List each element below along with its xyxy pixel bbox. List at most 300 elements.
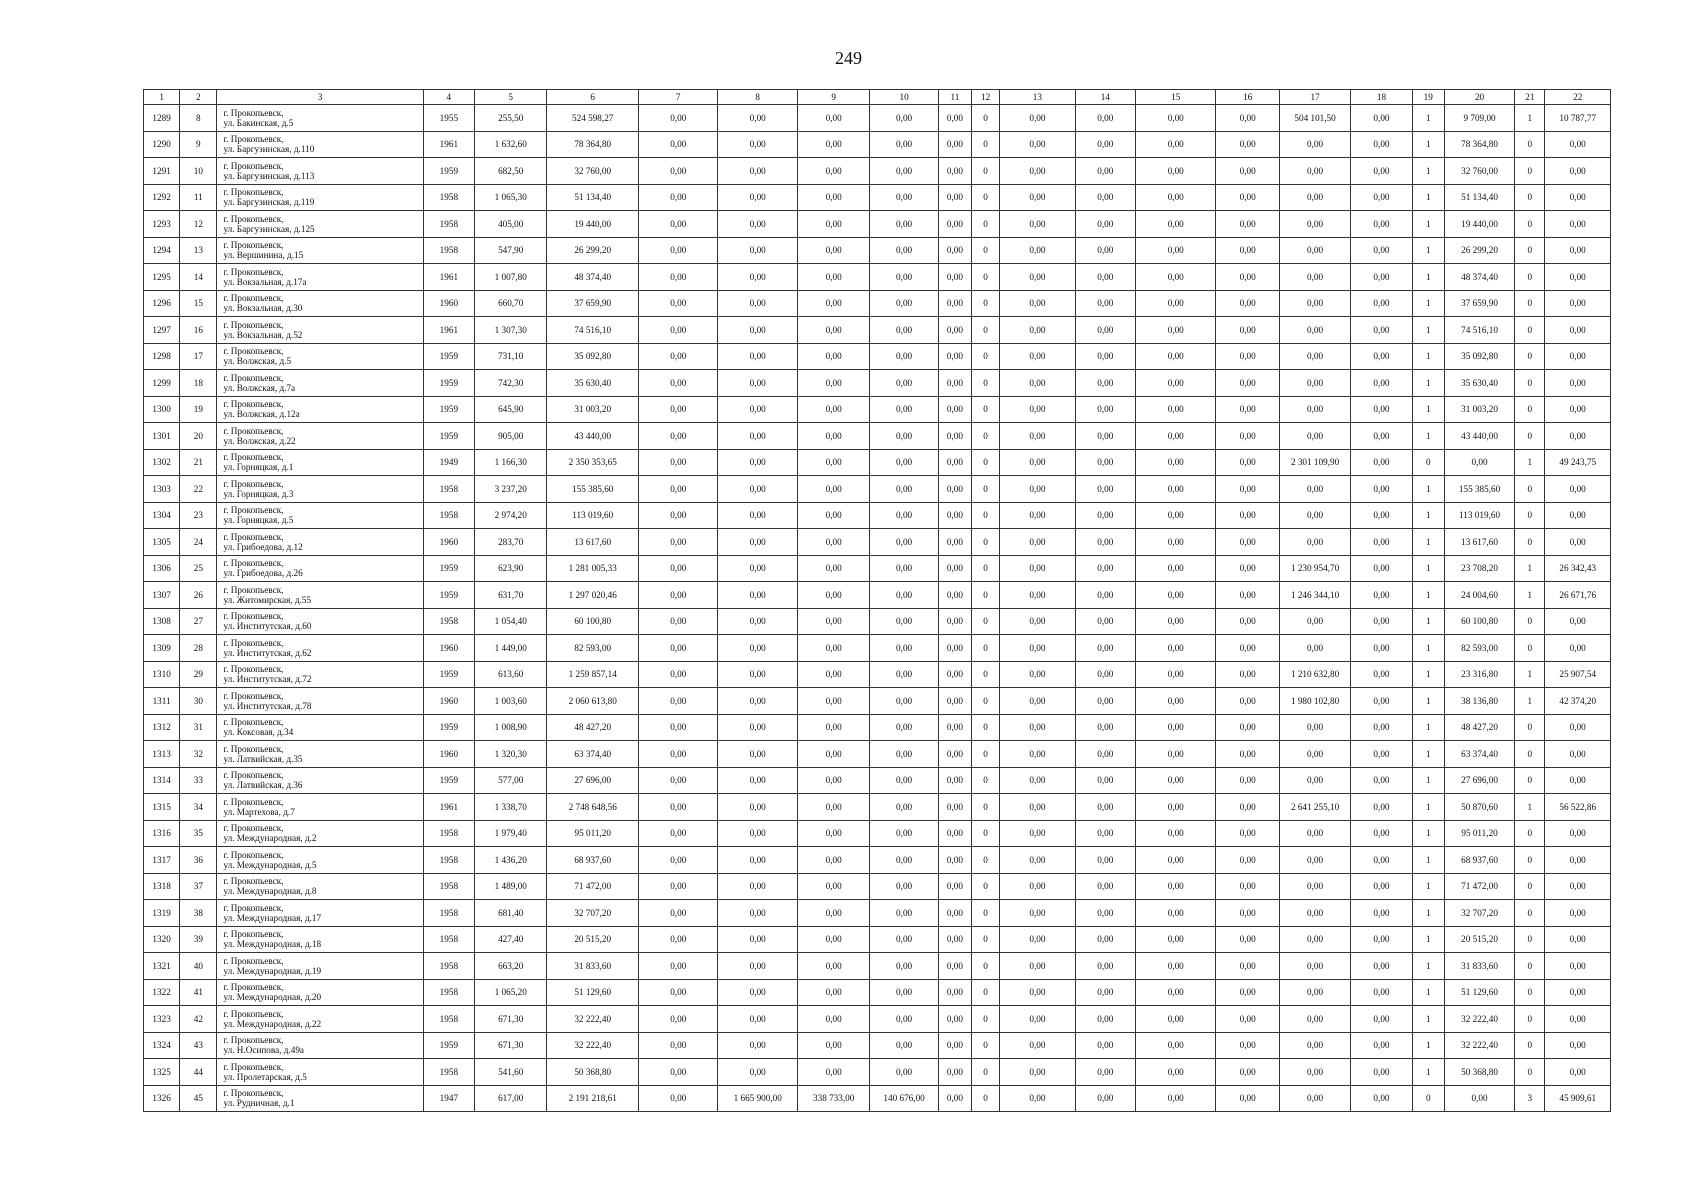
address-city: г. Прокопьевск, — [223, 478, 284, 489]
cell-c13: 0,00 — [1000, 847, 1075, 874]
cell-c2: 10 — [180, 158, 217, 185]
cell-c21: 0 — [1515, 1032, 1545, 1059]
cell-c9: 0,00 — [797, 767, 869, 794]
cell-c22: 26 671,76 — [1545, 582, 1611, 609]
cell-c2: 37 — [180, 873, 217, 900]
cell-c7: 0,00 — [638, 794, 717, 821]
cell-c8: 0,00 — [718, 953, 797, 980]
table-row — [144, 211, 1611, 238]
column-header: 3 — [217, 90, 423, 105]
cell-c16: 0,00 — [1216, 1006, 1279, 1033]
cell-c7: 0,00 — [638, 820, 717, 847]
cell-c6: 1 297 020,46 — [547, 582, 639, 609]
cell-c5: 1 449,00 — [475, 635, 547, 662]
address-street: ул. Волжская, д.5 — [223, 356, 292, 367]
cell-c5: 3 237,20 — [475, 476, 547, 503]
cell-c13: 0,00 — [1000, 211, 1075, 238]
column-header: 13 — [1000, 90, 1075, 105]
cell-c9: 0,00 — [797, 608, 869, 635]
cell-c14: 0,00 — [1075, 105, 1135, 132]
address-street: ул. Международная, д.20 — [223, 992, 322, 1003]
address-street: ул. Баргузинская, д.113 — [223, 170, 315, 181]
cell-c16: 0,00 — [1216, 423, 1279, 450]
cell-c1: 1322 — [144, 979, 180, 1006]
cell-c17: 0,00 — [1279, 953, 1350, 980]
cell-c7: 0,00 — [638, 635, 717, 662]
cell-c1: 1296 — [144, 290, 180, 317]
cell-c20: 26 299,20 — [1444, 237, 1514, 264]
cell-c12: 0 — [972, 502, 1000, 529]
cell-c8: 0,00 — [718, 979, 797, 1006]
cell-c19: 1 — [1412, 794, 1444, 821]
address-cell — [217, 1085, 423, 1112]
cell-c9: 0,00 — [797, 105, 869, 132]
cell-c13: 0,00 — [1000, 979, 1075, 1006]
cell-c18: 0,00 — [1351, 529, 1412, 556]
cell-c21: 0 — [1515, 476, 1545, 503]
table-row — [144, 476, 1611, 503]
address-street: ул. Международная, д.18 — [223, 939, 322, 950]
cell-c7: 0,00 — [638, 953, 717, 980]
cell-c22: 0,00 — [1545, 158, 1611, 185]
cell-c21: 0 — [1515, 529, 1545, 556]
cell-c6: 37 659,90 — [547, 290, 639, 317]
address-street: ул. Институтская, д.78 — [223, 700, 312, 711]
cell-c14: 0,00 — [1075, 423, 1135, 450]
cell-c18: 0,00 — [1351, 211, 1412, 238]
cell-c10: 0,00 — [870, 343, 938, 370]
cell-c13: 0,00 — [1000, 396, 1075, 423]
address-street: ул. Коксовая, д.34 — [223, 727, 294, 738]
cell-c5: 613,60 — [475, 661, 547, 688]
address-cell — [217, 476, 423, 503]
cell-c14: 0,00 — [1075, 343, 1135, 370]
cell-c20: 35 092,80 — [1444, 343, 1514, 370]
cell-c22: 0,00 — [1545, 396, 1611, 423]
cell-c10: 0,00 — [870, 449, 938, 476]
cell-c17: 0,00 — [1279, 370, 1350, 397]
cell-c22: 0,00 — [1545, 1032, 1611, 1059]
cell-c11: 0,00 — [938, 661, 971, 688]
cell-c12: 0 — [972, 423, 1000, 450]
cell-c10: 0,00 — [870, 158, 938, 185]
address-street: ул. Международная, д.22 — [223, 1018, 322, 1029]
cell-c14: 0,00 — [1075, 396, 1135, 423]
cell-c21: 0 — [1515, 131, 1545, 158]
cell-c17: 0,00 — [1279, 635, 1350, 662]
address-city: г. Прокопьевск, — [223, 505, 284, 516]
cell-c14: 0,00 — [1075, 688, 1135, 715]
cell-c11: 0,00 — [938, 449, 971, 476]
cell-c1: 1311 — [144, 688, 180, 715]
cell-c15: 0,00 — [1135, 635, 1215, 662]
cell-c12: 0 — [972, 847, 1000, 874]
cell-c20: 48 427,20 — [1444, 714, 1514, 741]
cell-c13: 0,00 — [1000, 900, 1075, 927]
cell-c7: 0,00 — [638, 264, 717, 291]
cell-c20: 0,00 — [1444, 449, 1514, 476]
cell-c13: 0,00 — [1000, 476, 1075, 503]
cell-c13: 0,00 — [1000, 741, 1075, 768]
cell-c5: 663,20 — [475, 953, 547, 980]
cell-c18: 0,00 — [1351, 290, 1412, 317]
cell-c17: 0,00 — [1279, 873, 1350, 900]
cell-c5: 1 007,80 — [475, 264, 547, 291]
cell-c9: 0,00 — [797, 900, 869, 927]
cell-c15: 0,00 — [1135, 608, 1215, 635]
cell-c21: 0 — [1515, 1006, 1545, 1033]
cell-c10: 0,00 — [870, 1059, 938, 1086]
cell-c19: 1 — [1412, 211, 1444, 238]
cell-c7: 0,00 — [638, 317, 717, 344]
cell-c12: 0 — [972, 820, 1000, 847]
cell-c10: 0,00 — [870, 979, 938, 1006]
column-header: 10 — [870, 90, 938, 105]
cell-c16: 0,00 — [1216, 449, 1279, 476]
cell-c6: 2 350 353,65 — [547, 449, 639, 476]
cell-c13: 0,00 — [1000, 953, 1075, 980]
cell-c2: 22 — [180, 476, 217, 503]
cell-c18: 0,00 — [1351, 688, 1412, 715]
cell-c12: 0 — [972, 582, 1000, 609]
cell-c8: 0,00 — [718, 608, 797, 635]
cell-c1: 1313 — [144, 741, 180, 768]
cell-c9: 0,00 — [797, 449, 869, 476]
cell-c10: 0,00 — [870, 847, 938, 874]
cell-c20: 24 004,60 — [1444, 582, 1514, 609]
cell-c15: 0,00 — [1135, 661, 1215, 688]
cell-c19: 1 — [1412, 714, 1444, 741]
address-city: г. Прокопьевск, — [223, 531, 284, 542]
cell-c10: 0,00 — [870, 926, 938, 953]
cell-c1: 1310 — [144, 661, 180, 688]
address-cell — [217, 714, 423, 741]
cell-c9: 0,00 — [797, 688, 869, 715]
cell-c8: 0,00 — [718, 1032, 797, 1059]
cell-c11: 0,00 — [938, 873, 971, 900]
address-street: ул. Рудничная, д.1 — [223, 1098, 295, 1109]
cell-c10: 0,00 — [870, 873, 938, 900]
cell-c4: 1961 — [423, 317, 474, 344]
cell-c13: 0,00 — [1000, 264, 1075, 291]
cell-c1: 1303 — [144, 476, 180, 503]
address-cell — [217, 184, 423, 211]
cell-c8: 0,00 — [718, 741, 797, 768]
cell-c6: 32 222,40 — [547, 1006, 639, 1033]
header-row — [144, 90, 1611, 105]
cell-c12: 0 — [972, 953, 1000, 980]
cell-c14: 0,00 — [1075, 264, 1135, 291]
address-cell — [217, 105, 423, 132]
cell-c5: 671,30 — [475, 1032, 547, 1059]
cell-c15: 0,00 — [1135, 211, 1215, 238]
cell-c10: 0,00 — [870, 476, 938, 503]
cell-c6: 78 364,80 — [547, 131, 639, 158]
cell-c5: 1 054,40 — [475, 608, 547, 635]
cell-c17: 0,00 — [1279, 237, 1350, 264]
cell-c22: 0,00 — [1545, 608, 1611, 635]
cell-c6: 31 833,60 — [547, 953, 639, 980]
cell-c1: 1316 — [144, 820, 180, 847]
cell-c14: 0,00 — [1075, 555, 1135, 582]
address-city: г. Прокопьевск, — [223, 849, 284, 860]
cell-c4: 1959 — [423, 1032, 474, 1059]
cell-c2: 43 — [180, 1032, 217, 1059]
address-cell — [217, 661, 423, 688]
cell-c9: 0,00 — [797, 1059, 869, 1086]
cell-c1: 1320 — [144, 926, 180, 953]
cell-c14: 0,00 — [1075, 158, 1135, 185]
cell-c15: 0,00 — [1135, 396, 1215, 423]
cell-c4: 1958 — [423, 847, 474, 874]
cell-c13: 0,00 — [1000, 767, 1075, 794]
cell-c13: 0,00 — [1000, 608, 1075, 635]
cell-c7: 0,00 — [638, 1085, 717, 1112]
cell-c22: 49 243,75 — [1545, 449, 1611, 476]
table-row — [144, 290, 1611, 317]
cell-c21: 0 — [1515, 396, 1545, 423]
address-city: г. Прокопьевск, — [223, 664, 284, 675]
cell-c2: 14 — [180, 264, 217, 291]
address-city: г. Прокопьевск, — [223, 187, 284, 198]
cell-c19: 1 — [1412, 635, 1444, 662]
cell-c15: 0,00 — [1135, 449, 1215, 476]
cell-c1: 1317 — [144, 847, 180, 874]
cell-c6: 82 593,00 — [547, 635, 639, 662]
cell-c13: 0,00 — [1000, 1032, 1075, 1059]
cell-c15: 0,00 — [1135, 290, 1215, 317]
cell-c14: 0,00 — [1075, 184, 1135, 211]
cell-c17: 0,00 — [1279, 396, 1350, 423]
cell-c14: 0,00 — [1075, 237, 1135, 264]
cell-c19: 0 — [1412, 449, 1444, 476]
address-cell — [217, 237, 423, 264]
cell-c11: 0,00 — [938, 211, 971, 238]
cell-c15: 0,00 — [1135, 741, 1215, 768]
cell-c15: 0,00 — [1135, 1032, 1215, 1059]
cell-c9: 0,00 — [797, 979, 869, 1006]
cell-c5: 905,00 — [475, 423, 547, 450]
cell-c7: 0,00 — [638, 423, 717, 450]
cell-c2: 9 — [180, 131, 217, 158]
cell-c19: 1 — [1412, 423, 1444, 450]
cell-c22: 0,00 — [1545, 926, 1611, 953]
cell-c15: 0,00 — [1135, 502, 1215, 529]
cell-c14: 0,00 — [1075, 820, 1135, 847]
cell-c1: 1292 — [144, 184, 180, 211]
cell-c22: 0,00 — [1545, 979, 1611, 1006]
cell-c4: 1958 — [423, 873, 474, 900]
cell-c12: 0 — [972, 873, 1000, 900]
cell-c4: 1959 — [423, 396, 474, 423]
cell-c18: 0,00 — [1351, 820, 1412, 847]
address-street: ул. Международная, д.19 — [223, 965, 322, 976]
table-row — [144, 953, 1611, 980]
cell-c10: 0,00 — [870, 688, 938, 715]
cell-c4: 1961 — [423, 794, 474, 821]
table-row — [144, 502, 1611, 529]
cell-c7: 0,00 — [638, 847, 717, 874]
cell-c11: 0,00 — [938, 529, 971, 556]
cell-c20: 68 937,60 — [1444, 847, 1514, 874]
address-city: г. Прокопьевск, — [223, 743, 284, 754]
cell-c11: 0,00 — [938, 237, 971, 264]
address-city: г. Прокопьевск, — [223, 955, 284, 966]
cell-c19: 1 — [1412, 529, 1444, 556]
cell-c20: 31 833,60 — [1444, 953, 1514, 980]
cell-c8: 0,00 — [718, 926, 797, 953]
cell-c12: 0 — [972, 979, 1000, 1006]
page-number: 249 — [835, 48, 862, 68]
cell-c18: 0,00 — [1351, 317, 1412, 344]
cell-c1: 1325 — [144, 1059, 180, 1086]
cell-c17: 0,00 — [1279, 847, 1350, 874]
address-city: г. Прокопьевск, — [223, 107, 284, 118]
cell-c16: 0,00 — [1216, 264, 1279, 291]
cell-c19: 1 — [1412, 741, 1444, 768]
cell-c7: 0,00 — [638, 184, 717, 211]
table-row — [144, 635, 1611, 662]
cell-c7: 0,00 — [638, 449, 717, 476]
address-city: г. Прокопьевск, — [223, 902, 284, 913]
cell-c8: 0,00 — [718, 1059, 797, 1086]
cell-c12: 0 — [972, 741, 1000, 768]
cell-c2: 15 — [180, 290, 217, 317]
cell-c19: 1 — [1412, 555, 1444, 582]
cell-c4: 1949 — [423, 449, 474, 476]
cell-c19: 1 — [1412, 343, 1444, 370]
table-row — [144, 688, 1611, 715]
cell-c8: 0,00 — [718, 794, 797, 821]
cell-c15: 0,00 — [1135, 1006, 1215, 1033]
cell-c4: 1958 — [423, 979, 474, 1006]
cell-c11: 0,00 — [938, 105, 971, 132]
cell-c7: 0,00 — [638, 158, 717, 185]
cell-c7: 0,00 — [638, 396, 717, 423]
cell-c8: 0,00 — [718, 476, 797, 503]
table-row — [144, 1006, 1611, 1033]
cell-c2: 31 — [180, 714, 217, 741]
cell-c18: 0,00 — [1351, 105, 1412, 132]
cell-c22: 0,00 — [1545, 343, 1611, 370]
cell-c2: 16 — [180, 317, 217, 344]
cell-c2: 13 — [180, 237, 217, 264]
cell-c4: 1959 — [423, 767, 474, 794]
cell-c14: 0,00 — [1075, 661, 1135, 688]
address-cell — [217, 688, 423, 715]
cell-c16: 0,00 — [1216, 529, 1279, 556]
cell-c16: 0,00 — [1216, 396, 1279, 423]
cell-c16: 0,00 — [1216, 900, 1279, 927]
cell-c14: 0,00 — [1075, 582, 1135, 609]
cell-c13: 0,00 — [1000, 423, 1075, 450]
cell-c5: 671,30 — [475, 1006, 547, 1033]
cell-c4: 1958 — [423, 900, 474, 927]
table-row — [144, 184, 1611, 211]
cell-c2: 40 — [180, 953, 217, 980]
address-street: ул. Международная, д.17 — [223, 912, 322, 923]
cell-c5: 1 003,60 — [475, 688, 547, 715]
cell-c21: 1 — [1515, 449, 1545, 476]
cell-c8: 0,00 — [718, 237, 797, 264]
cell-c9: 0,00 — [797, 555, 869, 582]
cell-c20: 19 440,00 — [1444, 211, 1514, 238]
cell-c16: 0,00 — [1216, 979, 1279, 1006]
column-header: 5 — [475, 90, 547, 105]
cell-c21: 0 — [1515, 237, 1545, 264]
cell-c19: 1 — [1412, 237, 1444, 264]
cell-c8: 0,00 — [718, 873, 797, 900]
cell-c15: 0,00 — [1135, 953, 1215, 980]
cell-c5: 1 320,30 — [475, 741, 547, 768]
cell-c20: 32 760,00 — [1444, 158, 1514, 185]
cell-c4: 1959 — [423, 370, 474, 397]
cell-c9: 0,00 — [797, 264, 869, 291]
cell-c13: 0,00 — [1000, 105, 1075, 132]
cell-c16: 0,00 — [1216, 741, 1279, 768]
cell-c6: 35 630,40 — [547, 370, 639, 397]
cell-c19: 1 — [1412, 158, 1444, 185]
cell-c11: 0,00 — [938, 184, 971, 211]
cell-c17: 0,00 — [1279, 741, 1350, 768]
cell-c14: 0,00 — [1075, 635, 1135, 662]
cell-c18: 0,00 — [1351, 873, 1412, 900]
cell-c5: 1 065,20 — [475, 979, 547, 1006]
cell-c6: 1 259 857,14 — [547, 661, 639, 688]
address-cell — [217, 820, 423, 847]
cell-c6: 32 707,20 — [547, 900, 639, 927]
cell-c19: 1 — [1412, 847, 1444, 874]
address-cell — [217, 396, 423, 423]
cell-c19: 1 — [1412, 900, 1444, 927]
cell-c6: 31 003,20 — [547, 396, 639, 423]
cell-c13: 0,00 — [1000, 1085, 1075, 1112]
cell-c8: 0,00 — [718, 131, 797, 158]
address-street: ул. Латвийская, д.35 — [223, 753, 303, 764]
cell-c4: 1959 — [423, 661, 474, 688]
address-cell — [217, 317, 423, 344]
cell-c5: 1 338,70 — [475, 794, 547, 821]
table-row — [144, 396, 1611, 423]
cell-c10: 0,00 — [870, 264, 938, 291]
address-city: г. Прокопьевск, — [223, 982, 284, 993]
cell-c10: 0,00 — [870, 608, 938, 635]
cell-c10: 0,00 — [870, 900, 938, 927]
cell-c11: 0,00 — [938, 476, 971, 503]
cell-c14: 0,00 — [1075, 211, 1135, 238]
address-city: г. Прокопьевск, — [223, 1061, 284, 1072]
cell-c9: 0,00 — [797, 741, 869, 768]
address-street: ул. Вокзальная, д.17а — [223, 276, 307, 287]
address-cell — [217, 131, 423, 158]
cell-c21: 0 — [1515, 953, 1545, 980]
address-city: г. Прокопьевск, — [223, 929, 284, 940]
cell-c19: 1 — [1412, 1032, 1444, 1059]
cell-c10: 0,00 — [870, 794, 938, 821]
cell-c1: 1295 — [144, 264, 180, 291]
address-street: ул. Вершинина, д.15 — [223, 250, 304, 261]
cell-c13: 0,00 — [1000, 370, 1075, 397]
cell-c1: 1314 — [144, 767, 180, 794]
cell-c17: 0,00 — [1279, 767, 1350, 794]
cell-c20: 27 696,00 — [1444, 767, 1514, 794]
cell-c11: 0,00 — [938, 608, 971, 635]
cell-c4: 1958 — [423, 926, 474, 953]
cell-c7: 0,00 — [638, 873, 717, 900]
cell-c16: 0,00 — [1216, 131, 1279, 158]
address-cell — [217, 555, 423, 582]
cell-c14: 0,00 — [1075, 1032, 1135, 1059]
